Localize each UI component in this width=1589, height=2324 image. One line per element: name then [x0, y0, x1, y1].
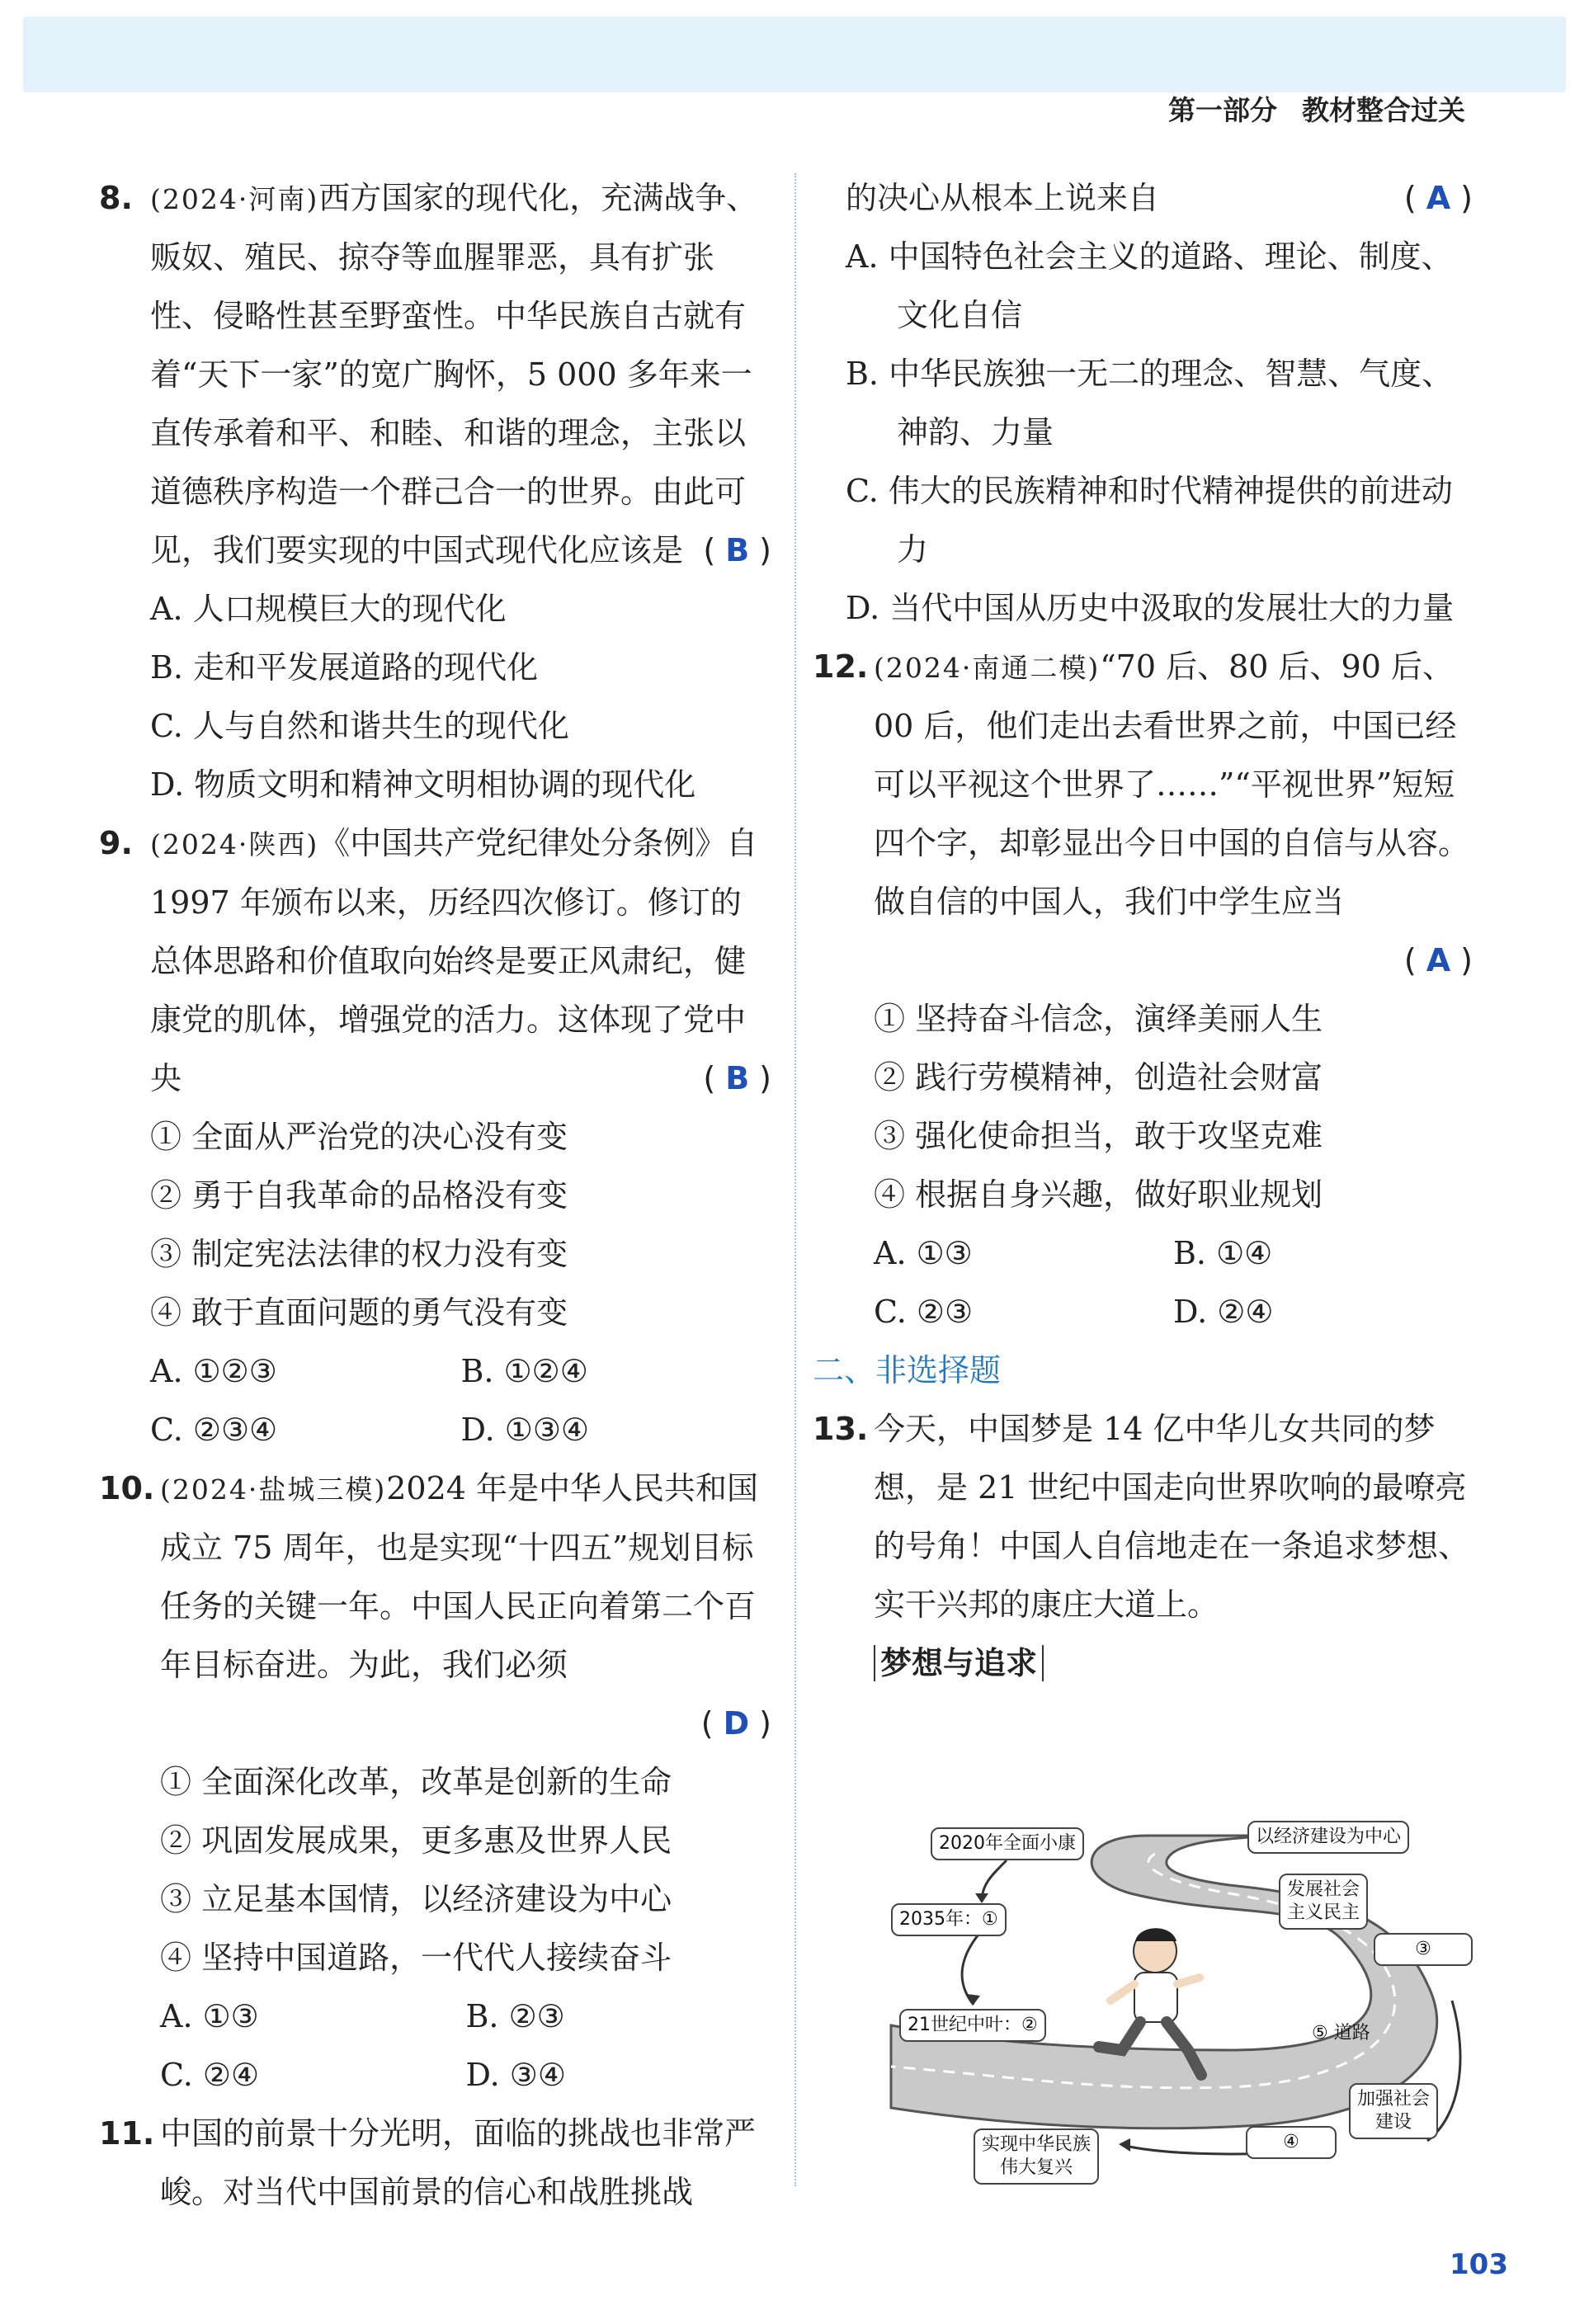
right-column [813, 169, 1473, 1693]
statement-4: ④ 根据自身兴趣，做好职业规划 [874, 1176, 1323, 1213]
arrow-head [1119, 2138, 1130, 2152]
page-number: 103 [1450, 2248, 1508, 2281]
question-number: 8. [99, 180, 133, 216]
question-stem-part2: 的决心从根本上说来自 [846, 180, 1160, 216]
section-title: 二、非选择题 [813, 1352, 1002, 1388]
question-stem: 今天，中国梦是 14 亿中华儿女共同的梦想，是 21 世纪中国走向世界吹响的最嘹亮的号角！中国人自信地走在一条追求梦想、实干兴邦的康庄大道上。 [874, 1411, 1470, 1623]
answer-letter: D [723, 1705, 750, 1742]
question-source: (2024·河南) [150, 183, 319, 215]
choice-d: D. ①③④ [460, 1412, 589, 1448]
part-label: 第一部分 [1168, 94, 1277, 126]
question-number: 13. [813, 1411, 869, 1447]
choice-row [160, 1987, 771, 2046]
statement-4: ④ 坚持中国道路，一代代人接续奋斗 [160, 1940, 672, 1976]
choice-c: C. ②④ [160, 2057, 260, 2093]
choice-c: C. ②③ [874, 1294, 974, 1330]
choice-a: A. ①②③ [150, 1353, 277, 1389]
arrow-2035-to-21c [962, 1930, 982, 2005]
question-12 [813, 638, 1473, 1341]
question-11 [99, 2105, 771, 2222]
question-stem-part1: 中国的前景十分光明，面临的挑战也非常严峻。对当代中国前景的信心和战胜挑战 [160, 2115, 757, 2210]
question-stem: (2024·盐城三模)2024 年是中华人民共和国成立 75 周年，也是实现“十四五”规划目标任务的关键一年。中国人民正向着第二个百年目标奋进。为此，我们必须 [160, 1470, 759, 1683]
section-header [1143, 89, 1465, 128]
choice-c: C. ②③④ [150, 1412, 278, 1448]
answer-bracket: ( D ) [700, 1705, 771, 1742]
option-a: A. 人口规模巨大的现代化 [150, 591, 507, 627]
answer-bracket: ( B ) [703, 1060, 771, 1096]
option-b: B. 走和平发展道路的现代化 [150, 649, 539, 686]
sub-title: 梦想与追求 [874, 1634, 1473, 1693]
box-social: 加强社会 建设 [1349, 2083, 1438, 2139]
choice-row [150, 1342, 771, 1401]
runner-shirt [1134, 1973, 1177, 2022]
left-column [99, 169, 771, 2222]
runner-hair [1135, 1928, 1176, 1941]
question-source: (2024·南通二模) [874, 652, 1101, 684]
arrow-head [975, 1893, 988, 1903]
road-label: ⑤ 道路 [1312, 2023, 1370, 2044]
option-a: A. 中国特色社会主义的道路、理论、制度、文化自信 [846, 238, 1453, 333]
answer-letter: B [725, 1060, 750, 1096]
option-d: D. 物质文明和精神文明相协调的现代化 [150, 766, 696, 803]
question-number: 9. [99, 825, 133, 861]
statement-2: ② 巩固发展成果，更多惠及世界人民 [160, 1822, 672, 1859]
question-13 [813, 1400, 1473, 1693]
statement-2: ② 践行劳模精神，创造社会财富 [874, 1059, 1323, 1096]
statement-3: ③ 制定宪法法律的权力没有变 [150, 1236, 568, 1272]
choice-d: D. ②④ [1173, 1294, 1274, 1330]
choice-b: B. ②③ [465, 1998, 565, 2034]
choice-row [160, 2046, 771, 2105]
question-source: (2024·陕西) [150, 828, 319, 860]
answer-bracket: ( A ) [1403, 180, 1473, 216]
question-stem: (2024·南通二模)“70 后、80 后、90 后、00 后，他们走出去看世界之前，中国已经可以平视这个世界了……”“平视世界”短短四个字，却彰显出今日中国的自信与从容。做自信的中国人，我们中学生应当 [874, 648, 1470, 920]
choice-b: B. ①②④ [460, 1353, 588, 1389]
choice-row [150, 1401, 771, 1459]
option-b: B. 中华民族独一无二的理念、智慧、气度、神韵、力量 [846, 356, 1454, 450]
choice-d: D. ③④ [465, 2057, 566, 2093]
choice-b: B. ①④ [1173, 1235, 1273, 1271]
choice-row [874, 1283, 1473, 1341]
statement-1: ① 全面深化改革，改革是创新的生命 [160, 1764, 672, 1800]
statement-1: ① 坚持奋斗信念，演绎美丽人生 [874, 1001, 1323, 1037]
question-8 [99, 169, 771, 814]
choice-a: A. ①③ [874, 1235, 973, 1271]
answer-letter: B [725, 532, 750, 568]
box-economy-center: 以经济建设为中心 [1247, 1821, 1409, 1854]
box-blank-4: ④ [1246, 2126, 1337, 2159]
question-9 [99, 814, 771, 1459]
answer-letter: A [1426, 180, 1451, 216]
box-blank-3: ③ [1374, 1933, 1473, 1966]
column-divider [794, 173, 796, 2186]
question-number: 12. [813, 648, 869, 685]
dream-road-diagram [883, 1803, 1477, 2190]
q11-continued [813, 169, 1473, 638]
statement-3: ③ 立足基本国情，以经济建设为中心 [160, 1881, 672, 1917]
question-number: 10. [99, 1470, 155, 1506]
answer-letter: A [1426, 942, 1451, 978]
box-democracy: 发展社会 主义民主 [1279, 1874, 1368, 1930]
box-2035: 2035年：① [891, 1903, 1007, 1936]
question-stem: (2024·陕西)《中国共产党纪律处分条例》自 1997 年颁布以来，历经四次修订。修订的总体思路和价值取向始终是要正风肃纪，健康党的肌体，增强党的活力。这体现了党中央 ( B ) [150, 814, 771, 1108]
part-title: 教材整合过关 [1302, 94, 1465, 126]
choice-a: A. ①③ [160, 1998, 259, 2034]
answer-bracket: ( B ) [703, 532, 771, 568]
question-number: 11. [99, 2115, 155, 2152]
question-10 [99, 1459, 771, 2105]
option-c: C. 伟大的民族精神和时代精神提供的前进动力 [846, 473, 1453, 568]
statement-4: ④ 敢于直面问题的勇气没有变 [150, 1294, 568, 1331]
box-2020: 2020年全面小康 [931, 1827, 1084, 1860]
statement-2: ② 勇于自我革命的品格没有变 [150, 1177, 568, 1214]
box-rejuvenation: 实现中华民族 伟大复兴 [974, 2128, 1099, 2185]
option-c: C. 人与自然和谐共生的现代化 [150, 708, 569, 744]
answer-bracket: ( A ) [1403, 942, 1473, 978]
header-band [23, 16, 1566, 92]
question-source: (2024·盐城三模) [160, 1473, 387, 1506]
option-d: D. 当代中国从历史中汲取的发展壮大的力量 [846, 590, 1455, 626]
statement-3: ③ 强化使命担当，敢于攻坚克难 [874, 1118, 1323, 1154]
statement-1: ① 全面从严治党的决心没有变 [150, 1119, 568, 1155]
question-stem: (2024·河南)西方国家的现代化，充满战争、贩奴、殖民、掠夺等血腥罪恶，具有扩张性、侵略性甚至野蛮性。中华民族自古就有着“天下一家”的宽广胸怀，5 000 多年来一直传承着和平、和睦、和谐的理念，主张以道德秩序构造一个群己合一的世界。由此可见，我们要实现的中国式现代化应该是 ( B ) [150, 169, 771, 580]
choice-row [874, 1224, 1473, 1283]
box-21st-century: 21世纪中叶：② [899, 2009, 1046, 2042]
